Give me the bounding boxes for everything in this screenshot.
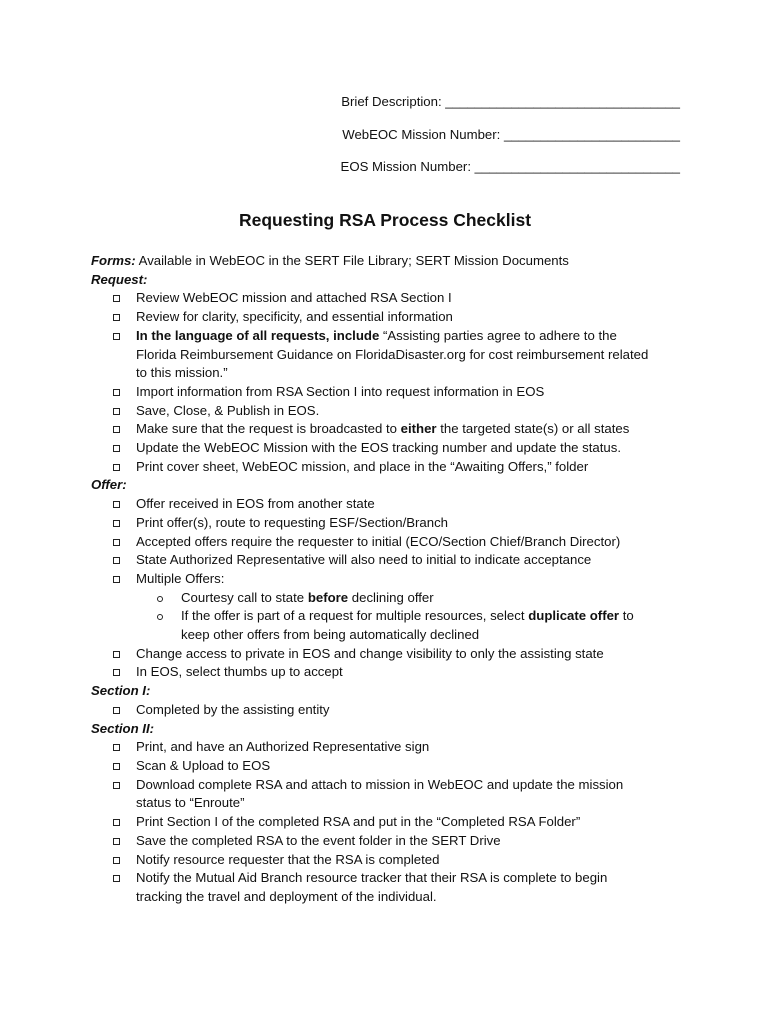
offer-heading: Offer: — [91, 477, 127, 493]
item-text: Accepted offers require the requester to initial (ECO/Section Chief/Branch Director) — [136, 533, 621, 549]
page-title: Requesting RSA Process Checklist — [238, 210, 532, 230]
item-text: In EOS, select thumbs up to accept — [136, 664, 343, 680]
checkbox-icon — [113, 819, 120, 826]
checkbox-icon — [113, 333, 120, 340]
section-ii-item — [91, 738, 691, 757]
section-ii-item-continuation — [91, 888, 691, 907]
checkbox-icon — [113, 501, 120, 508]
item-text: Update the WebEOC Mission with the EOS tracking number and update the status. — [136, 440, 622, 456]
item-text: Offer received in EOS from another state — [136, 496, 375, 512]
item-text: Florida Reimbursement Guidance on FloridaDisaster.org for cost reimbursement related — [136, 346, 649, 362]
item-text: Courtesy call to state — [181, 589, 308, 605]
checkbox-icon — [113, 651, 120, 658]
offer-subitem-continuation — [91, 626, 691, 645]
checkbox-icon — [113, 408, 120, 415]
offer-subitem — [91, 607, 691, 626]
item-text: to this mission.” — [136, 365, 228, 381]
item-text: tracking the travel and deployment of the individual. — [136, 888, 437, 904]
item-text: declining offer — [348, 589, 434, 605]
request-item — [91, 308, 691, 327]
eos-mission-number-field: EOS Mission Number: ____________________________ — [340, 159, 680, 174]
checkbox-icon — [113, 539, 120, 546]
offer-item — [91, 645, 691, 664]
item-text: Completed by the assisting entity — [136, 701, 330, 717]
checklist-body — [91, 252, 691, 907]
checkbox-icon — [113, 857, 120, 864]
checkbox-icon — [113, 464, 120, 471]
item-text: to — [619, 608, 634, 624]
offer-item — [91, 663, 691, 682]
item-text: Notify the Mutual Aid Branch resource tracker that their RSA is complete to begin — [136, 870, 608, 886]
section-ii-item — [91, 832, 691, 851]
item-text: Print, and have an Authorized Representative sign — [136, 739, 430, 755]
item-text: Multiple Offers: — [136, 570, 225, 586]
bullet-circle-icon — [157, 596, 163, 602]
checkbox-icon — [113, 314, 120, 321]
section-ii-item — [91, 851, 691, 870]
request-item — [91, 439, 691, 458]
item-text: status to “Enroute” — [136, 795, 245, 811]
item-text: Print cover sheet, WebEOC mission, and place in the “Awaiting Offers,” folder — [136, 458, 589, 474]
item-text: keep other offers from being automatically declined — [181, 627, 480, 643]
checkbox-icon — [113, 295, 120, 302]
offer-item — [91, 533, 691, 552]
item-text: “Assisting parties agree to adhere to the — [379, 327, 617, 343]
webeoc-mission-number-field: WebEOC Mission Number: ________________________ — [342, 127, 680, 142]
request-heading: Request: — [91, 271, 148, 287]
offer-item — [91, 570, 691, 589]
request-item-continuation — [91, 346, 691, 365]
request-item — [91, 327, 691, 346]
offer-item — [91, 551, 691, 570]
item-bold-text: before — [307, 589, 349, 605]
section-ii-item — [91, 757, 691, 776]
item-text: Import information from RSA Section I into request information in EOS — [136, 383, 545, 399]
item-bold-text: duplicate offer — [528, 608, 620, 624]
checkbox-icon — [113, 557, 120, 564]
section-ii-item — [91, 869, 691, 888]
request-item — [91, 289, 691, 308]
checkbox-icon — [113, 426, 120, 433]
offer-item — [91, 495, 691, 514]
checkbox-icon — [113, 576, 120, 583]
item-text: Save the completed RSA to the event folder in the SERT Drive — [136, 832, 501, 848]
item-text: Review for clarity, specificity, and essential information — [136, 309, 453, 325]
item-text: the targeted state(s) or all states — [436, 421, 630, 437]
offer-item — [91, 514, 691, 533]
checkbox-icon — [113, 389, 120, 396]
forms-text: Available in WebEOC in the SERT File Library; SERT Mission Documents — [135, 253, 569, 268]
checkbox-icon — [113, 763, 120, 770]
request-item — [91, 420, 691, 439]
section-ii-item — [91, 813, 691, 832]
forms-label: Forms: — [91, 253, 136, 268]
request-item-continuation — [91, 364, 691, 383]
item-text: State Authorized Representative will also need to initial to indicate acceptance — [136, 552, 592, 568]
item-text: Change access to private in EOS and change visibility to only the assisting state — [136, 645, 604, 661]
checkbox-icon — [113, 875, 120, 882]
bullet-circle-icon — [157, 614, 163, 620]
checkbox-icon — [113, 445, 120, 452]
item-text: Make sure that the request is broadcasted to — [136, 421, 401, 437]
item-text: Print Section I of the completed RSA and put in the “Completed RSA Folder” — [136, 814, 581, 830]
request-item — [91, 402, 691, 421]
checkbox-icon — [113, 782, 120, 789]
section-ii-item-continuation — [91, 794, 691, 813]
item-text: Save, Close, & Publish in EOS. — [136, 402, 320, 418]
item-text: Download complete RSA and attach to mission in WebEOC and update the mission — [136, 776, 624, 792]
checkbox-icon — [113, 669, 120, 676]
item-text: Scan & Upload to EOS — [136, 757, 271, 773]
item-bold-text: either — [400, 421, 437, 437]
offer-subitem — [91, 589, 691, 608]
section-ii-item — [91, 776, 691, 795]
checkbox-icon — [113, 744, 120, 751]
checkbox-icon — [113, 707, 120, 714]
section-i-heading: Section I: — [91, 683, 151, 699]
item-bold-text: In the language of all requests, include — [136, 327, 380, 343]
item-text: Notify resource requester that the RSA is completed — [136, 851, 440, 867]
request-item — [91, 383, 691, 402]
section-i-item — [91, 701, 691, 720]
brief-description-field: Brief Description: ________________________________ — [341, 94, 680, 109]
request-item — [91, 458, 691, 477]
checkbox-icon — [113, 838, 120, 845]
item-text: Review WebEOC mission and attached RSA Section I — [136, 290, 452, 306]
item-text: If the offer is part of a request for multiple resources, select — [181, 608, 529, 624]
section-ii-heading: Section II: — [91, 720, 155, 736]
forms-line — [91, 252, 691, 271]
checkbox-icon — [113, 520, 120, 527]
item-text: Print offer(s), route to requesting ESF/Section/Branch — [136, 514, 449, 530]
